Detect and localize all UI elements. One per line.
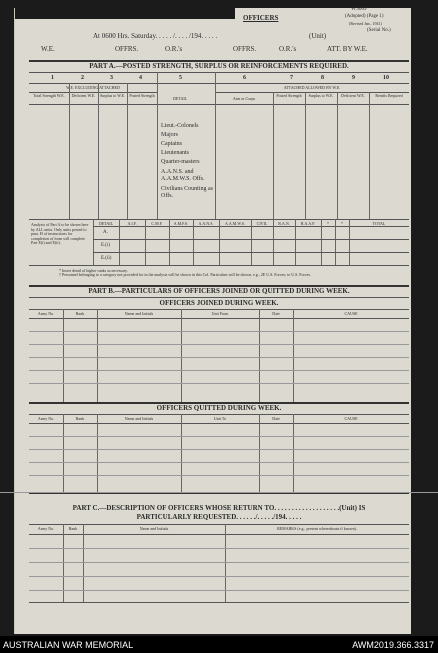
archive-name: AUSTRALIAN WAR MEMORIAL bbox=[3, 640, 134, 650]
analysis-col: TOTAL bbox=[372, 221, 386, 226]
rank-row: Lieut.-Colonels bbox=[161, 123, 199, 129]
right-col-header: Deficient W.E. bbox=[341, 93, 365, 98]
analysis-col: A.I.F. bbox=[127, 221, 137, 226]
analysis-col: A.A.N.S. bbox=[198, 221, 214, 226]
part-c-title-line-2: PARTICULARLY REQUESTED. . . . . ./. . . . ./194. . . . . bbox=[136, 513, 302, 521]
ors-label: O.R.'s bbox=[165, 45, 183, 53]
analysis-col: A.A.M.W.S. bbox=[225, 221, 245, 226]
left-col-header: Total Strength W.E. bbox=[33, 93, 65, 98]
footnote: * Insert detail of higher ranks as necessary. bbox=[59, 268, 128, 273]
part-c-col: Name and Initials bbox=[139, 526, 169, 531]
rank-row: Civilians Counting as Offs. bbox=[161, 186, 214, 199]
joined-col: CAUSE bbox=[344, 311, 358, 316]
torn-edge bbox=[15, 8, 235, 19]
part-c-title-line-1: PART C.—DESCRIPTION OF OFFICERS WHOSE RETURN TO. . . . . . . . . . . . . . . . . . .(Unit) IS bbox=[72, 504, 366, 512]
part-c-col: Army No. bbox=[37, 526, 55, 531]
rank-row: Quarter-masters bbox=[161, 159, 200, 165]
joined-col: Date bbox=[272, 311, 280, 316]
we-excluding-header: W.E. EXCLUDING ATTACHED bbox=[66, 85, 120, 90]
analysis-col: R.A.N. bbox=[278, 221, 290, 226]
quitted-col: Rank bbox=[75, 416, 85, 421]
quitted-col: Unit To bbox=[213, 416, 227, 421]
analysis-col: DETAIL bbox=[98, 221, 114, 226]
archive-id: AWM2019.366.3317 bbox=[352, 640, 434, 650]
right-col-header: Surplus to W.E. bbox=[308, 93, 334, 98]
joined-col: Name and Initials bbox=[124, 311, 154, 316]
left-col-header: Posted Strength bbox=[129, 93, 155, 98]
quitted-col: Name and Initials bbox=[124, 416, 154, 421]
left-col-header: Surplus to W.E. bbox=[99, 93, 126, 98]
unit-label: (Unit) bbox=[309, 32, 327, 40]
analysis-col: * bbox=[327, 221, 329, 226]
form-revised: (Revised Jan., 1941) bbox=[349, 21, 382, 26]
attached-allowed-header: ATTACHED ALLOWED BY W.E. bbox=[283, 85, 341, 90]
analysis-note: Analysis of Part A to be shown here by ALL units. Only units posted to para. H of instructions for completion of form will complete Part E(i) and E(ii). bbox=[31, 222, 89, 245]
col-number: 8 bbox=[321, 75, 324, 81]
form-adopted: (Adopted) (Page 1) bbox=[345, 14, 384, 19]
joined-col: Unit From bbox=[211, 311, 229, 316]
analysis-col: R.A.A.F. bbox=[300, 221, 316, 226]
rank-row: Majors bbox=[161, 132, 178, 138]
joined-title: OFFICERS JOINED DURING WEEK. bbox=[159, 299, 279, 307]
col-number: 10 bbox=[383, 75, 389, 81]
offrs-label-2: OFFRS. bbox=[233, 45, 257, 53]
right-col-header: Arm or Corps bbox=[232, 96, 256, 101]
rank-row: A.A.N.S. and A.A.M.W.S. Offs. bbox=[161, 169, 205, 182]
joined-col: Army No. bbox=[37, 311, 55, 316]
quitted-col: Army No. bbox=[37, 416, 55, 421]
quitted-title: OFFICERS QUITTED DURING WEEK. bbox=[156, 404, 282, 412]
col-number: 3 bbox=[110, 75, 113, 81]
att-label: ATT. BY W.E. bbox=[327, 45, 368, 53]
rank-row: Captains bbox=[161, 141, 182, 147]
analysis-col: A.M.F.S. bbox=[173, 221, 189, 226]
form-title: OFFICERS bbox=[243, 14, 279, 22]
rank-row: Lieutenants bbox=[161, 150, 189, 156]
analysis-col: C.M.F. bbox=[151, 221, 163, 226]
col-number: 2 bbox=[81, 75, 84, 81]
document-page bbox=[14, 8, 411, 634]
analysis-col: * bbox=[341, 221, 343, 226]
offrs-label: OFFRS. bbox=[115, 45, 139, 53]
col-number: 9 bbox=[352, 75, 355, 81]
right-col-header: Posted Strength bbox=[276, 93, 302, 98]
left-col-header: Deficient W.E. bbox=[71, 93, 96, 98]
fold-line bbox=[0, 492, 438, 493]
part-c-col: Rank bbox=[68, 526, 78, 531]
analysis-row: E.(i) bbox=[101, 243, 111, 248]
col-number: 4 bbox=[139, 75, 142, 81]
archive-caption bbox=[0, 636, 438, 653]
part-c-col: REMARKS (e.g., present whereabouts if known). bbox=[277, 526, 357, 531]
col-number: 1 bbox=[51, 75, 54, 81]
date-line: At 0600 Hrs. Saturday. . . . . /. . . . /194. . . . . bbox=[93, 32, 218, 40]
analysis-col: CIVIL bbox=[256, 221, 268, 226]
col-number: 5 bbox=[179, 75, 182, 81]
col-number: 7 bbox=[290, 75, 293, 81]
part-b-title: PART B.—PARTICULARS OF OFFICERS JOINED OR QUITTED DURING WEEK. bbox=[88, 287, 350, 295]
quitted-col: Date bbox=[272, 416, 280, 421]
footnote: † Personnel belonging to a category not provided for in the analysis will be shown in this Col. Particulars will be shown, e.g., 2E U.S. Forces; to U.S. Forces. bbox=[59, 272, 311, 277]
analysis-row: E.(ii) bbox=[101, 256, 112, 261]
we-label: W.E. bbox=[41, 45, 55, 53]
analysis-row: A. bbox=[103, 230, 108, 235]
ors-label-2: O.R.'s bbox=[279, 45, 297, 53]
quitted-col: CAUSE bbox=[344, 416, 358, 421]
col-number: 6 bbox=[243, 75, 246, 81]
part-a-title: PART A.—POSTED STRENGTH, SURPLUS OR REINFORCEMENTS REQUIRED. bbox=[89, 62, 349, 70]
right-col-header: Reinfts Required bbox=[375, 93, 403, 98]
joined-col: Rank bbox=[75, 311, 85, 316]
form-ref: W.3009 bbox=[351, 7, 367, 12]
serial-label: (Serial No.) bbox=[367, 28, 391, 33]
detail-header: DETAIL bbox=[173, 96, 188, 101]
